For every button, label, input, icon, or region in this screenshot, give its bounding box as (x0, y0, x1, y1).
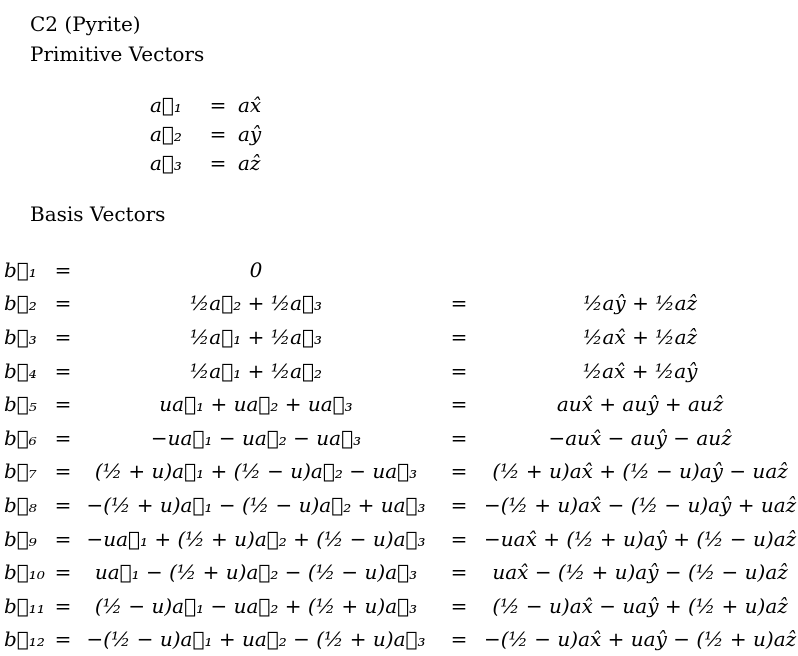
basis-vector-cartesian-form: −(½ + u)ax̂ − (½ − u)aŷ + uaẑ (484, 492, 797, 517)
basis-vector-lhs: b⃗₁₀ (4, 560, 45, 585)
basis-vector-lhs: b⃗₄ (4, 358, 37, 383)
basis-vector-primitive-form: −ua⃗₁ − ua⃗₂ − ua⃗₃ (150, 425, 362, 450)
primitive-vector-lhs: a⃗₁ (150, 92, 182, 117)
basis-vector-cartesian-form: aux̂ + auŷ + auẑ (556, 392, 724, 417)
basis-vector-row (4, 320, 796, 354)
basis-vector-row (4, 253, 796, 287)
basis-vector-lhs: b⃗₁₁ (4, 593, 45, 618)
equals-sign: = (450, 492, 468, 517)
equals-sign: = (54, 257, 72, 282)
primitive-vectors-heading: Primitive Vectors (30, 42, 205, 66)
equals-sign: = (450, 560, 468, 585)
basis-vector-lhs: b⃗₁ (4, 257, 37, 282)
equals-sign: = (450, 324, 468, 349)
equals-sign: = (54, 291, 72, 316)
primitive-vector-lhs: a⃗₂ (150, 121, 182, 146)
basis-vector-primitive-form: ua⃗₁ + ua⃗₂ + ua⃗₃ (159, 392, 353, 417)
equals-sign: = (209, 121, 227, 146)
equals-sign: = (209, 92, 227, 117)
primitive-vector-row (150, 148, 318, 177)
basis-vector-primitive-form: ½a⃗₁ + ½a⃗₂ (189, 358, 323, 383)
equals-sign: = (450, 526, 468, 551)
equals-sign: = (54, 324, 72, 349)
equals-sign: = (54, 593, 72, 618)
basis-vector-lhs: b⃗₈ (4, 492, 37, 517)
basis-vector-primitive-form: (½ − u)a⃗₁ − ua⃗₂ + (½ + u)a⃗₃ (94, 593, 418, 618)
equals-sign: = (54, 392, 72, 417)
primitive-vector-rhs: ax̂ (238, 92, 262, 117)
document-title: C2 (Pyrite) (30, 12, 141, 36)
basis-vector-primitive-form: −(½ + u)a⃗₁ − (½ − u)a⃗₂ + ua⃗₃ (86, 492, 426, 517)
equals-sign: = (54, 358, 72, 383)
basis-vector-cartesian-form: ½ax̂ + ½aẑ (583, 324, 698, 349)
basis-vectors-table (4, 253, 796, 656)
equals-sign: = (54, 526, 72, 551)
basis-vector-lhs: b⃗₇ (4, 459, 37, 484)
basis-vector-primitive-form: (½ + u)a⃗₁ + (½ − u)a⃗₂ − ua⃗₃ (94, 459, 418, 484)
basis-vector-lhs: b⃗₅ (4, 392, 37, 417)
equals-sign: = (54, 492, 72, 517)
basis-vector-cartesian-form: (½ + u)ax̂ + (½ − u)aŷ − uaẑ (492, 459, 788, 484)
equals-sign: = (450, 627, 468, 652)
basis-vector-lhs: b⃗₂ (4, 291, 37, 316)
basis-vector-lhs: b⃗₉ (4, 526, 37, 551)
primitive-vector-row (150, 119, 318, 148)
equals-sign: = (54, 560, 72, 585)
basis-vector-row (4, 387, 796, 421)
equals-sign: = (209, 150, 227, 175)
basis-vector-row (4, 623, 796, 656)
basis-vector-row (4, 589, 796, 623)
basis-vector-primitive-form: ½a⃗₁ + ½a⃗₃ (189, 324, 323, 349)
basis-vector-cartesian-form: uax̂ − (½ + u)aŷ − (½ − u)aẑ (492, 560, 788, 585)
equals-sign: = (450, 358, 468, 383)
basis-vector-cartesian-form: −aux̂ − auŷ − auẑ (548, 425, 732, 450)
basis-vector-row (4, 455, 796, 489)
basis-vector-primitive-form: ua⃗₁ − (½ + u)a⃗₂ − (½ − u)a⃗₃ (94, 560, 418, 585)
basis-vector-primitive-form: ½a⃗₂ + ½a⃗₃ (189, 291, 323, 316)
basis-vector-lhs: b⃗₃ (4, 324, 37, 349)
basis-vector-cartesian-form: −(½ − u)ax̂ + uaŷ − (½ + u)aẑ (484, 627, 797, 652)
primitive-vector-rhs: aŷ (238, 121, 262, 146)
basis-vector-cartesian-form: ½ax̂ + ½aŷ (582, 358, 698, 383)
equals-sign: = (450, 392, 468, 417)
basis-vector-cartesian-form: (½ − u)ax̂ − uaŷ + (½ + u)aẑ (492, 593, 788, 618)
primitive-vector-row (150, 90, 318, 119)
basis-vector-primitive-form: −(½ − u)a⃗₁ + ua⃗₂ − (½ + u)a⃗₃ (86, 627, 426, 652)
equals-sign: = (450, 593, 468, 618)
equals-sign: = (450, 459, 468, 484)
basis-vector-row (4, 555, 796, 589)
basis-vector-row (4, 421, 796, 455)
basis-vectors-heading: Basis Vectors (30, 202, 166, 226)
primitive-vector-rhs: aẑ (238, 150, 261, 175)
basis-vector-primitive-form: −ua⃗₁ + (½ + u)a⃗₂ + (½ − u)a⃗₃ (86, 526, 426, 551)
basis-vector-cartesian-form: ½aŷ + ½aẑ (583, 291, 698, 316)
basis-vector-cartesian-form: −uax̂ + (½ + u)aŷ + (½ − u)aẑ (484, 526, 797, 551)
basis-vector-lhs: b⃗₁₂ (4, 627, 45, 652)
primitive-vectors-table (150, 90, 318, 177)
basis-vector-primitive-form: 0 (249, 257, 263, 282)
primitive-vector-lhs: a⃗₃ (150, 150, 182, 175)
basis-vector-row (4, 354, 796, 388)
basis-vector-lhs: b⃗₆ (4, 425, 37, 450)
equals-sign: = (450, 291, 468, 316)
equals-sign: = (54, 627, 72, 652)
equals-sign (434, 253, 484, 287)
basis-vector-row (4, 522, 796, 556)
basis-vector-row (4, 488, 796, 522)
equals-sign: = (54, 425, 72, 450)
basis-vector-cartesian-form (484, 253, 796, 287)
equals-sign: = (450, 425, 468, 450)
basis-vector-row (4, 287, 796, 321)
equals-sign: = (54, 459, 72, 484)
